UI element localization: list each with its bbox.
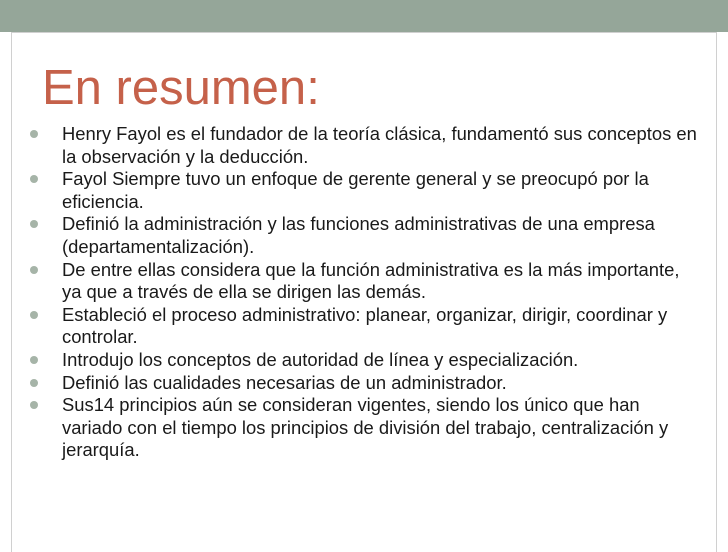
bullet-item-8 bbox=[26, 394, 698, 462]
bullet-dot-icon bbox=[30, 175, 38, 183]
bullet-item-1 bbox=[26, 123, 698, 168]
bullet-dot-icon bbox=[30, 356, 38, 364]
bullet-text: Fayol Siempre tuvo un enfoque de gerente general y se preocupó por la eficiencia. bbox=[62, 168, 649, 212]
bullet-dot-icon bbox=[30, 130, 38, 138]
bullet-text: Sus14 principios aún se consideran vigentes, siendo los único que han variado con el tiempo los principios de división del trabajo, centralización y jerarquía. bbox=[62, 394, 669, 461]
bullet-item-7 bbox=[26, 372, 698, 395]
slide-title: En resumen: bbox=[42, 61, 320, 115]
top-color-band bbox=[0, 0, 728, 32]
bullet-text: Estableció el proceso administrativo: planear, organizar, dirigir, coordinar y controlar. bbox=[62, 303, 668, 348]
bullet-list bbox=[26, 123, 698, 462]
bullet-dot-icon bbox=[30, 379, 38, 387]
bullet-text: De entre ellas considera que la función administrativa es la más importante, ya que a través de ella se dirigen las demás. bbox=[62, 258, 680, 303]
bullet-dot-icon bbox=[30, 266, 38, 274]
bullet-dot-icon bbox=[30, 401, 38, 409]
bullet-item-5 bbox=[26, 304, 698, 349]
bullet-item-4 bbox=[26, 259, 698, 304]
bullet-text: Definió las cualidades necesarias de un administrador. bbox=[62, 371, 507, 393]
bullet-text: Definió la administración y las funciones administrativas de una empresa (departamentalización). bbox=[62, 213, 655, 257]
bullet-item-6 bbox=[26, 349, 698, 372]
bullet-dot-icon bbox=[30, 220, 38, 228]
bullet-text: Henry Fayol es el fundador de la teoría clásica, fundamentó sus conceptos en la observación y la deducción. bbox=[62, 123, 697, 167]
bullet-text: Introdujo los conceptos de autoridad de línea y especialización. bbox=[62, 348, 579, 370]
bullet-dot-icon bbox=[30, 311, 38, 319]
bullet-item-2 bbox=[26, 168, 698, 213]
bullet-item-3 bbox=[26, 213, 698, 258]
